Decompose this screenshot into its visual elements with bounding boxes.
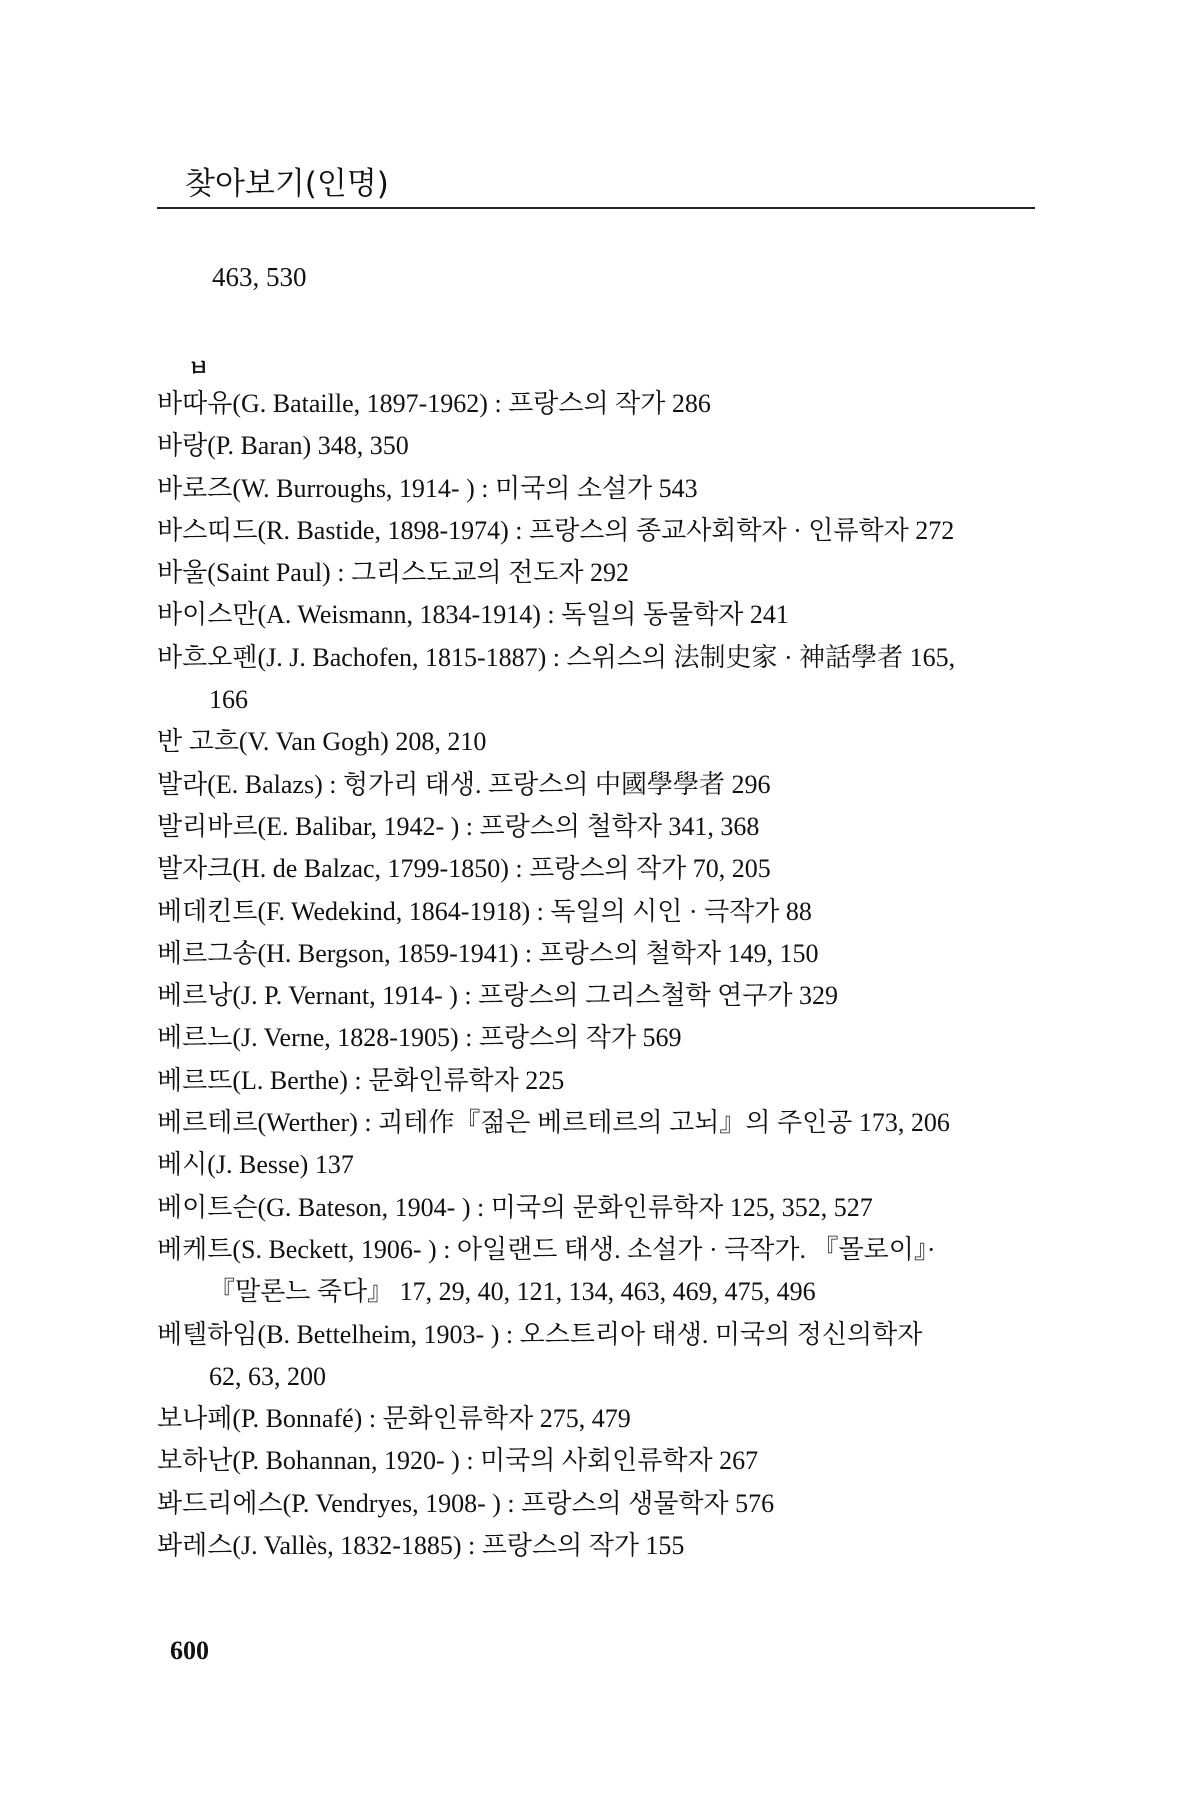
index-entry-text: 바이스만(A. Weismann, 1834-1914) : 독일의 동물학자 241	[157, 600, 789, 630]
index-entry-text: 베르테르(Werther) : 괴테作『젊은 베르테르의 고뇌』의 주인공 173, 206	[157, 1108, 950, 1138]
index-entry	[157, 383, 1037, 425]
index-entry	[157, 806, 1037, 848]
index-entry	[157, 552, 1037, 594]
index-entry-text: 베르그송(H. Bergson, 1859-1941) : 프랑스의 철학자 149, 150	[157, 938, 819, 968]
index-entry-text: 베텔하임(B. Bettelheim, 1903- ) : 오스트리아 태생. 미국의 정신의학자	[157, 1319, 923, 1349]
header-rule	[157, 207, 1035, 209]
index-entry-text: 베시(J. Besse) 137	[157, 1150, 354, 1180]
index-entry	[157, 764, 1037, 806]
continued-page-refs: 463, 530	[212, 262, 307, 292]
index-entry	[157, 1483, 1037, 1525]
index-entry-text: 베르낭(J. P. Vernant, 1914- ) : 프랑스의 그리스철학 연구가 329	[157, 981, 839, 1011]
index-entry-continuation: 『말론느 죽다』 17, 29, 40, 121, 134, 463, 469, 475, 496	[209, 1277, 816, 1307]
index-entry	[157, 721, 1037, 763]
index-entry-continuation: 166	[209, 685, 248, 715]
index-entry-text: 반 고흐(V. Van Gogh) 208, 210	[157, 727, 487, 757]
index-entry	[157, 1525, 1037, 1567]
index-entry-text: 봐드리에스(P. Vendryes, 1908- ) : 프랑스의 생물학자 576	[157, 1488, 775, 1518]
index-entry	[157, 1187, 1037, 1229]
index-entry-text: 바흐오펜(J. J. Bachofen, 1815-1887) : 스위스의 法制史家 · 神話學者 165,	[157, 642, 956, 672]
index-entry	[157, 1144, 1037, 1186]
index-entry	[157, 891, 1037, 933]
index-entry	[157, 848, 1037, 890]
page-number: 600	[170, 1636, 209, 1665]
index-entry	[157, 1102, 1037, 1144]
index-entry	[157, 594, 1037, 636]
index-entry-text: 베르뜨(L. Berthe) : 문화인류학자 225	[157, 1065, 565, 1095]
index-entry	[157, 975, 1037, 1017]
index-entry-text: 발라(E. Balazs) : 헝가리 태생. 프랑스의 中國學學者 296	[157, 769, 771, 799]
page-title: 찾아보기(인명)	[185, 166, 389, 202]
index-entry-text: 봐레스(J. Vallès, 1832-1885) : 프랑스의 작가 155	[157, 1531, 685, 1561]
index-entry	[157, 1229, 1037, 1314]
index-entry	[157, 637, 1037, 722]
index-entry-text: 바스띠드(R. Bastide, 1898-1974) : 프랑스의 종교사회학자 · 인류학자 272	[157, 515, 955, 545]
index-entry	[157, 510, 1037, 552]
index-entry-text: 바로즈(W. Burroughs, 1914- ) : 미국의 소설가 543	[157, 473, 698, 503]
index-entry-text: 바따유(G. Bataille, 1897-1962) : 프랑스의 작가 286	[157, 389, 711, 418]
index-entry	[157, 1314, 1037, 1399]
index-entry-text: 발리바르(E. Balibar, 1942- ) : 프랑스의 철학자 341, 368	[157, 811, 760, 841]
index-entry	[157, 1398, 1037, 1440]
index-entry-text: 바울(Saint Paul) : 그리스도교의 전도자 292	[157, 558, 629, 588]
index-entry-text: 베케트(S. Beckett, 1906- ) : 아일랜드 태생. 소설가 · 극작가. 『몰로이』·	[157, 1234, 936, 1264]
index-entry-list	[157, 383, 1037, 1567]
index-entry	[157, 1060, 1037, 1102]
index-entry	[157, 468, 1037, 510]
index-entry-text: 보하난(P. Bohannan, 1920- ) : 미국의 사회인류학자 267	[157, 1446, 759, 1476]
index-entry	[157, 1440, 1037, 1482]
index-entry-text: 베르느(J. Verne, 1828-1905) : 프랑스의 작가 569	[157, 1023, 682, 1053]
section-letter: ㅂ	[188, 357, 210, 382]
index-entry	[157, 425, 1037, 467]
index-entry-text: 베이트슨(G. Bateson, 1904- ) : 미국의 문화인류학자 125, 352, 527	[157, 1192, 873, 1222]
index-entry	[157, 1017, 1037, 1059]
index-entry-text: 발자크(H. de Balzac, 1799-1850) : 프랑스의 작가 70, 205	[157, 854, 771, 884]
index-entry-text: 바랑(P. Baran) 348, 350	[157, 431, 409, 461]
index-entry-text: 보나페(P. Bonnafé) : 문화인류학자 275, 479	[157, 1404, 631, 1434]
index-entry-continuation: 62, 63, 200	[209, 1361, 326, 1391]
index-entry-text: 베데킨트(F. Wedekind, 1864-1918) : 독일의 시인 · 극작가 88	[157, 896, 812, 926]
index-entry	[157, 933, 1037, 975]
